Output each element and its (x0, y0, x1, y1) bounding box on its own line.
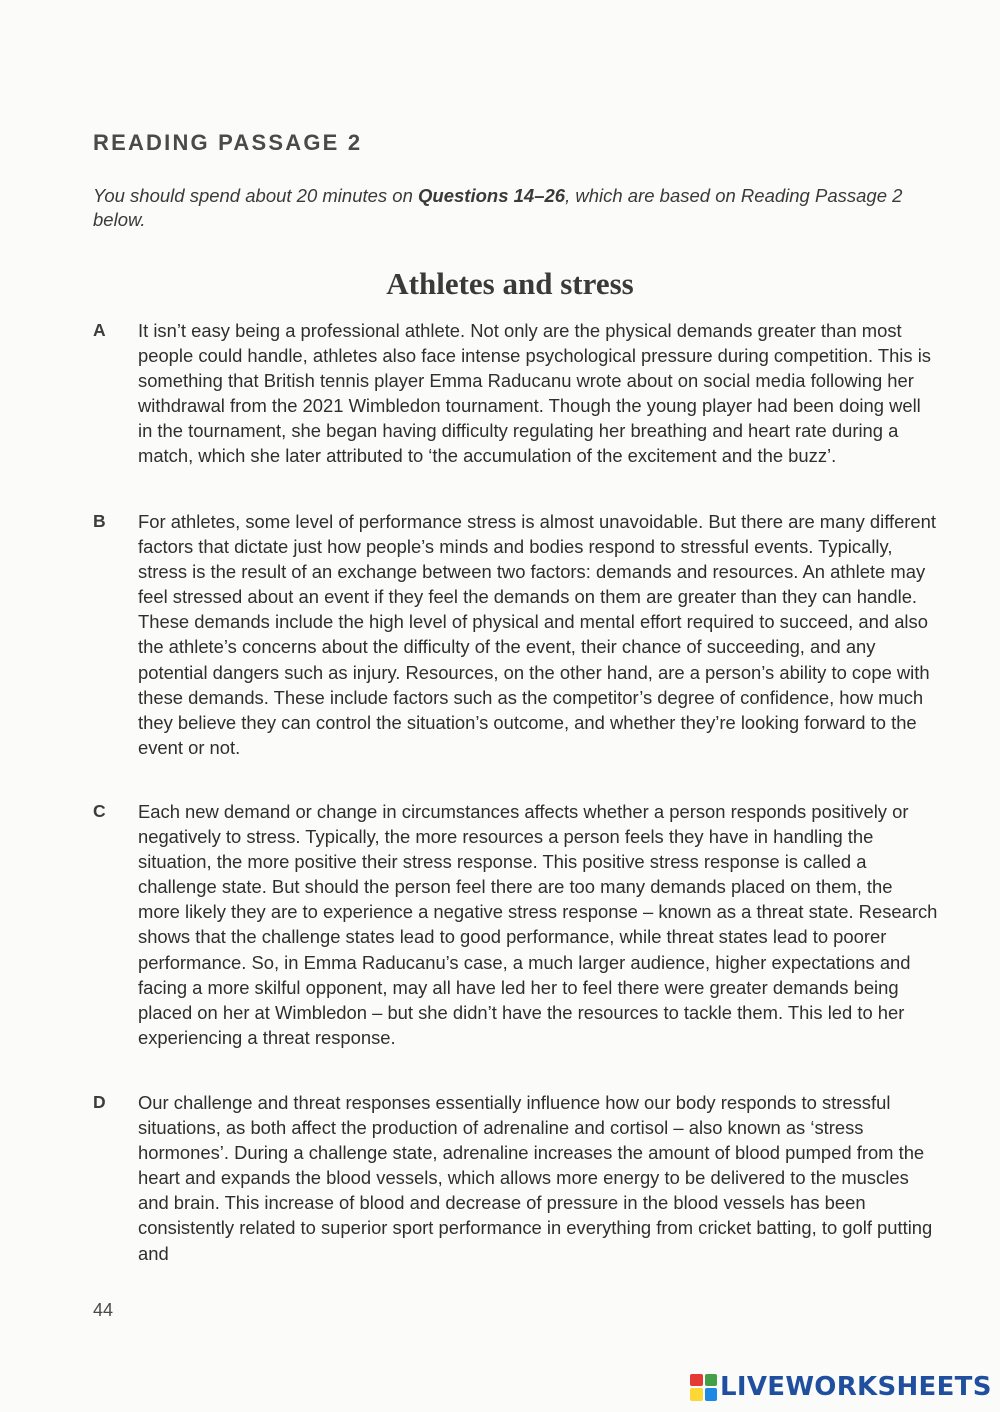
logo-square-green (705, 1374, 718, 1387)
logo-square-yellow (690, 1388, 703, 1401)
paragraph-text: It isn’t easy being a professional athlete. Not only are the physical demands greater than most people could handle, athletes also face intense psychological pressure during competition. This is something that British tennis player Emma Raducanu wrote about on social media following her withdrawal from the 2021 Wimbledon tournament. Though the young player had been doing well in the tournament, she began having difficulty regulating her breathing and heart rate during a match, which she later attributed to ‘the accumulation of the excitement and the buzz’. (138, 320, 931, 467)
paragraph-text: Each new demand or change in circumstances affects whether a person responds positively or negatively to stress. Typically, the more resources a person feels they have in handling the situation, the more positive their stress response. This positive stress response is called a challenge state. But should the person feel there are too many demands placed on them, the more likely they are to experience a negative stress response – known as a threat state. Research shows that the challenge states lead to good performance, while threat states lead to poorer performance. So, in Emma Raducanu’s case, a much larger audience, higher expectations and facing a more skilful opponent, may all have led her to feel there were greater demands being placed on her at Wimbledon – but she didn’t have the resources to tackle them. This led to her experiencing a threat response. (138, 801, 938, 1048)
paragraph-letter: C (93, 801, 106, 821)
page-number: 44 (93, 1300, 114, 1320)
logo-square-red (690, 1374, 703, 1387)
logo-square-blue (705, 1388, 718, 1401)
instructions (93, 184, 933, 232)
liveworksheets-brand[interactable] (690, 1370, 992, 1404)
paragraph-letter: B (93, 511, 106, 531)
paragraph-text: Our challenge and threat responses essentially influence how our body responds to stressful situations, as both affect the production of adrenaline and cortisol – also known as ‘stress hormones’. During a challenge state, adrenaline increases the amount of blood pumped from the heart and expands the blood vessels, which allows more energy to be delivered to the muscles and brain. This increase of blood and decrease of pressure in the blood vessels has been consistently related to superior sport performance in everything from cricket batting, to golf putting and (138, 1092, 933, 1264)
instructions-before: You should spend about 20 minutes on (93, 185, 419, 206)
paragraph-text: For athletes, some level of performance stress is almost unavoidable. But there are many different factors that dictate just how people’s minds and bodies respond to stressful events. Typically, stress is the result of an exchange between two factors: demands and resources. An athlete may feel stressed about an event if they feel the demands on them are greater than they can handle. These demands include the high level of physical and mental effort required to succeed, and also the athlete’s concerns about the difficulty of the event, their chance of succeeding, and any potential dangers such as injury. Resources, on the other hand, are a person’s ability to cope with these demands. These include factors such as the competitor’s degree of confidence, how much they believe they can control the situation’s outcome, and whether they’re looking forward to the event or not. (138, 511, 936, 758)
liveworksheets-logo-icon (690, 1374, 717, 1401)
paragraph-letter: A (93, 320, 106, 340)
section-heading: READING PASSAGE 2 (93, 130, 363, 155)
brand-name: LIVEWORKSHEETS (720, 1372, 992, 1402)
instructions-questions: Questions 14–26 (418, 185, 566, 206)
instructions-after: , which are based on Reading Passage 2 below. (93, 185, 903, 230)
passage-title: Athletes and stress (386, 266, 634, 301)
paragraph-letter: D (93, 1092, 106, 1112)
